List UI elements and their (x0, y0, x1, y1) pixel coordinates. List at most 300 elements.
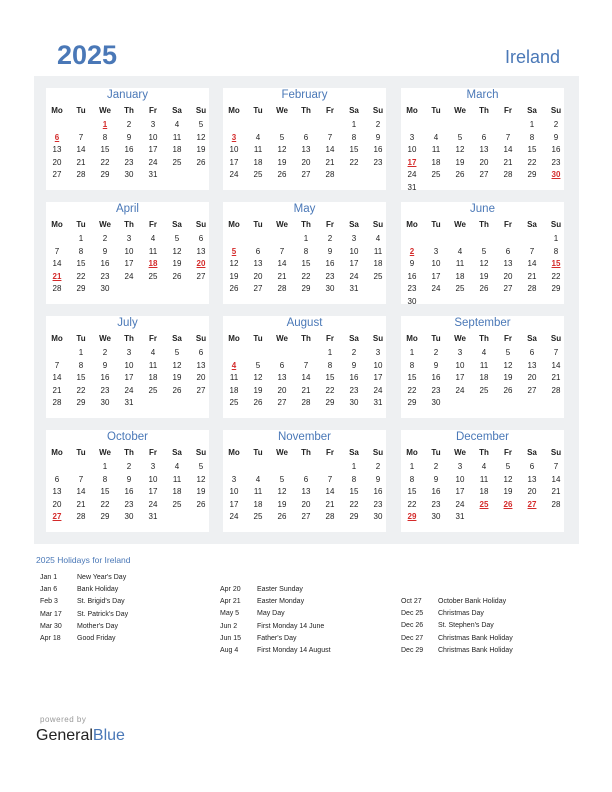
weekday-header: Fr (149, 334, 157, 343)
day: 12 (253, 373, 263, 382)
day: 21 (325, 157, 335, 167)
day: 21 (52, 385, 62, 395)
day: 11 (148, 246, 158, 256)
day: 19 (503, 487, 513, 496)
day: 19 (503, 373, 513, 382)
day: 6 (303, 474, 309, 484)
day: 17 (431, 271, 441, 281)
day: 20 (52, 499, 62, 509)
holiday-date: Dec 25 (401, 610, 424, 618)
day: 6 (54, 474, 60, 484)
day: 19 (196, 145, 206, 154)
day: 9 (375, 474, 381, 484)
day: 11 (229, 373, 239, 382)
day: 29 (100, 170, 110, 179)
day: 17 (124, 373, 134, 382)
month-name: December (455, 431, 510, 443)
day: 20 (301, 499, 311, 509)
weekday-header: Sa (172, 334, 182, 343)
day: 17 (148, 145, 158, 154)
holidays-title: 2025 Holidays for Ireland (36, 555, 131, 565)
day: 19 (455, 157, 465, 167)
day: 10 (373, 360, 383, 370)
day: 20 (527, 373, 537, 382)
holiday-day: 18 (148, 259, 158, 268)
day: 15 (100, 487, 110, 496)
day: 27 (527, 385, 537, 395)
day: 3 (375, 348, 381, 357)
weekday-header: Tu (76, 448, 86, 457)
day: 7 (505, 132, 511, 142)
weekday-header: Fr (504, 220, 512, 229)
day: 18 (479, 487, 489, 496)
holiday-day: 5 (231, 246, 237, 256)
holiday-entry (40, 574, 126, 581)
weekday-header: We (454, 220, 466, 229)
day: 4 (481, 348, 487, 357)
day: 3 (150, 120, 156, 129)
day: 26 (253, 398, 263, 407)
day: 26 (196, 157, 206, 167)
day: 1 (553, 234, 559, 243)
day: 22 (76, 385, 86, 395)
day: 25 (148, 271, 158, 281)
month-name: October (107, 431, 148, 443)
brand-blue: Blue (92, 727, 125, 744)
day: 24 (124, 271, 134, 281)
day: 1 (78, 348, 84, 357)
day: 7 (78, 132, 84, 142)
day: 9 (126, 474, 132, 484)
weekday-header: Th (124, 106, 134, 115)
holiday-day: 26 (503, 499, 513, 509)
day: 1 (351, 462, 357, 471)
holiday-date: Jan 1 (40, 574, 58, 581)
day: 15 (407, 487, 417, 496)
holiday-entry (220, 647, 331, 654)
day: 30 (100, 284, 110, 293)
day: 16 (325, 259, 335, 268)
holiday-name: October Bank Holiday (438, 598, 507, 605)
month-name: February (281, 89, 328, 101)
holiday-name: Mother's Day (77, 622, 119, 630)
holiday-entry (220, 610, 285, 617)
day: 22 (349, 157, 359, 167)
day: 26 (503, 385, 513, 395)
day: 3 (433, 246, 439, 256)
holiday-entry (401, 635, 513, 642)
day: 31 (373, 398, 383, 407)
holiday-entry (220, 586, 303, 593)
day: 7 (303, 360, 309, 370)
month-january (46, 88, 209, 190)
day: 24 (349, 271, 359, 281)
holiday-entry (220, 623, 324, 630)
day: 29 (551, 284, 561, 293)
day: 27 (52, 170, 62, 179)
day: 17 (349, 259, 359, 268)
day: 1 (102, 462, 108, 471)
day: 17 (455, 487, 465, 496)
day: 8 (78, 360, 84, 370)
day: 21 (277, 271, 287, 281)
day: 13 (196, 246, 206, 256)
weekday-header: Th (301, 220, 311, 229)
day: 21 (76, 499, 86, 509)
weekday-header: Tu (76, 106, 86, 115)
weekday-header: We (276, 448, 288, 457)
day: 9 (102, 246, 108, 256)
holiday-date: May 5 (220, 610, 240, 618)
holiday-name: St. Patrick's Day (77, 610, 129, 618)
day: 28 (52, 284, 62, 293)
weekday-header: Tu (76, 334, 86, 343)
day: 12 (172, 360, 182, 370)
day: 4 (174, 462, 180, 471)
day: 29 (325, 398, 335, 407)
weekday-header: Su (550, 220, 562, 229)
day: 9 (102, 360, 108, 370)
day: 10 (431, 259, 441, 268)
holiday-day: 29 (407, 512, 417, 521)
month-name: June (470, 203, 495, 215)
day: 27 (196, 271, 206, 281)
day: 5 (198, 462, 204, 471)
holiday-name: Father's Day (257, 634, 297, 642)
day: 16 (100, 373, 110, 382)
day: 15 (527, 145, 537, 154)
weekday-header: Fr (149, 106, 157, 115)
holiday-name: May Day (257, 610, 285, 618)
holiday-date: Mar 30 (40, 622, 62, 630)
day: 18 (172, 487, 182, 496)
day: 28 (551, 385, 561, 395)
day: 14 (551, 360, 561, 370)
day: 30 (431, 398, 441, 407)
day: 11 (373, 246, 383, 256)
day: 15 (100, 145, 110, 154)
day: 13 (527, 360, 537, 370)
day: 19 (196, 487, 206, 496)
day: 4 (433, 132, 439, 142)
day: 13 (52, 487, 62, 496)
day: 9 (351, 360, 357, 370)
weekday-header: Th (479, 220, 489, 229)
holiday-name: First Monday 14 June (257, 622, 325, 630)
day: 14 (277, 259, 287, 268)
day: 23 (100, 385, 110, 395)
day: 10 (229, 145, 239, 154)
day: 21 (551, 373, 561, 382)
day: 12 (172, 246, 182, 256)
day: 23 (373, 157, 383, 167)
day: 27 (253, 284, 263, 293)
month-february (223, 88, 386, 190)
month-april (46, 202, 209, 304)
day: 5 (481, 246, 487, 256)
day: 8 (351, 132, 357, 142)
holiday-day: 2 (409, 246, 415, 256)
holiday-date: Apr 18 (40, 635, 61, 642)
day: 4 (150, 348, 156, 357)
day: 9 (433, 360, 439, 370)
holiday-name: Good Friday (77, 635, 116, 642)
holiday-entry (40, 611, 128, 618)
day: 3 (457, 348, 463, 357)
day: 22 (325, 385, 335, 395)
weekday-header: Mo (228, 220, 240, 229)
day: 18 (455, 271, 465, 281)
holiday-name: Easter Sunday (257, 586, 303, 593)
weekday-header: We (276, 106, 288, 115)
holiday-day: 21 (52, 271, 62, 281)
day: 13 (301, 487, 311, 496)
day: 22 (349, 499, 359, 509)
day: 25 (373, 271, 383, 281)
day: 6 (198, 348, 204, 357)
day: 18 (431, 157, 441, 167)
month-name: March (466, 89, 499, 101)
day: 24 (148, 499, 158, 509)
day: 6 (481, 132, 487, 142)
day: 9 (327, 246, 333, 256)
day: 20 (527, 487, 537, 496)
day: 24 (407, 170, 417, 179)
day: 15 (325, 373, 335, 382)
day: 31 (148, 512, 158, 521)
weekday-header: Sa (172, 106, 182, 115)
day: 3 (126, 234, 132, 243)
month-name: May (293, 203, 316, 215)
day: 8 (303, 246, 309, 256)
day: 6 (255, 246, 261, 256)
day: 13 (196, 360, 206, 370)
day: 10 (124, 246, 134, 256)
day: 11 (479, 360, 489, 370)
day: 3 (409, 132, 415, 142)
day: 22 (301, 271, 311, 281)
day: 4 (255, 474, 261, 484)
day: 3 (150, 462, 156, 471)
weekday-header: Fr (326, 106, 334, 115)
day: 28 (325, 170, 335, 179)
day: 29 (100, 512, 110, 521)
day: 18 (229, 385, 239, 395)
day: 7 (553, 462, 559, 471)
weekday-header: Fr (504, 448, 512, 457)
day: 30 (431, 512, 441, 521)
weekday-header: Mo (228, 106, 240, 115)
weekday-header: Fr (504, 106, 512, 115)
weekday-header: Mo (51, 334, 63, 343)
day: 22 (407, 499, 417, 509)
day: 28 (551, 499, 561, 509)
weekday-header: Sa (527, 106, 537, 115)
weekday-header: Mo (228, 448, 240, 457)
day: 26 (172, 271, 182, 281)
day: 25 (172, 157, 182, 167)
day: 4 (255, 132, 261, 142)
day: 3 (231, 474, 237, 484)
day: 14 (301, 373, 311, 382)
holiday-date: Jun 15 (220, 634, 242, 642)
day: 6 (505, 246, 511, 256)
day: 27 (301, 512, 311, 521)
weekday-header: We (454, 448, 466, 457)
day: 28 (503, 170, 513, 179)
day: 13 (479, 145, 489, 154)
day: 27 (277, 398, 287, 407)
day: 27 (301, 170, 311, 179)
day: 2 (102, 234, 108, 243)
month-name: April (115, 203, 139, 215)
holiday-day: 15 (551, 259, 561, 268)
day: 6 (529, 348, 535, 357)
day: 30 (349, 398, 359, 407)
day: 25 (253, 512, 263, 521)
weekday-header: We (99, 106, 111, 115)
day: 18 (253, 499, 263, 509)
holiday-date: Dec 26 (401, 622, 424, 630)
day: 14 (325, 145, 335, 154)
month-november (223, 430, 386, 532)
day: 12 (229, 259, 239, 268)
day: 28 (301, 398, 311, 407)
weekday-header: Su (195, 106, 207, 115)
day: 30 (373, 512, 383, 521)
day: 16 (349, 373, 359, 382)
holiday-date: Feb 3 (40, 598, 58, 606)
day: 16 (124, 487, 134, 496)
weekday-header: Su (372, 106, 384, 115)
day: 22 (527, 157, 537, 167)
brand-logo (36, 727, 125, 745)
day: 2 (126, 120, 132, 129)
day: 21 (301, 385, 311, 395)
month-october (46, 430, 209, 532)
month-name: November (277, 431, 332, 443)
day: 19 (172, 373, 182, 382)
day: 8 (102, 474, 108, 484)
day: 13 (527, 474, 537, 484)
holiday-name: Christmas Bank Holiday (438, 646, 513, 654)
month-march (401, 88, 564, 190)
day: 5 (198, 120, 204, 129)
day: 17 (124, 259, 134, 268)
weekday-header: We (99, 448, 111, 457)
day: 2 (327, 234, 333, 243)
day: 2 (553, 120, 559, 129)
day: 25 (431, 170, 441, 179)
weekday-header: Tu (76, 220, 86, 229)
holiday-entry (40, 598, 125, 605)
day: 26 (455, 170, 465, 179)
day: 26 (196, 499, 206, 509)
day: 4 (174, 120, 180, 129)
holiday-entry (401, 598, 506, 605)
day: 9 (126, 132, 132, 142)
weekday-header: We (99, 220, 111, 229)
day: 5 (457, 132, 463, 142)
day: 16 (407, 271, 417, 281)
day: 20 (479, 157, 489, 167)
day: 20 (503, 271, 513, 281)
day: 8 (409, 474, 415, 484)
holiday-day: 30 (551, 170, 561, 179)
day: 2 (126, 462, 132, 471)
day: 13 (52, 145, 62, 154)
holiday-date: Jun 2 (220, 622, 238, 630)
day: 10 (229, 487, 239, 496)
day: 10 (455, 474, 465, 484)
holiday-name: New Year's Day (77, 574, 127, 581)
day: 25 (148, 385, 158, 395)
day: 1 (529, 120, 535, 129)
day: 31 (124, 398, 134, 407)
weekday-header: Mo (228, 334, 240, 343)
day: 16 (431, 373, 441, 382)
day: 31 (349, 284, 359, 293)
weekday-header: We (454, 334, 466, 343)
weekday-header: Th (479, 448, 489, 457)
month-july (46, 316, 209, 418)
weekday-header: Fr (326, 448, 334, 457)
day: 16 (551, 145, 561, 154)
day: 25 (253, 170, 263, 179)
weekday-header: Tu (253, 448, 263, 457)
weekday-header: Th (479, 106, 489, 115)
day: 29 (407, 398, 417, 407)
day: 6 (198, 234, 204, 243)
month-name: August (286, 317, 323, 329)
day: 20 (253, 271, 263, 281)
weekday-header: We (454, 106, 466, 115)
powered-by: powered by (40, 715, 87, 724)
day: 26 (229, 284, 239, 293)
day: 21 (325, 499, 335, 509)
day: 5 (505, 462, 511, 471)
weekday-header: Su (550, 106, 562, 115)
day: 8 (409, 360, 415, 370)
month-september (401, 316, 564, 418)
day: 5 (279, 474, 285, 484)
day: 16 (373, 487, 383, 496)
day: 1 (409, 462, 415, 471)
day: 24 (229, 512, 239, 521)
weekday-header: Th (301, 106, 311, 115)
day: 17 (455, 373, 465, 382)
day: 17 (373, 373, 383, 382)
day: 7 (327, 474, 333, 484)
weekday-header: Sa (349, 448, 359, 457)
day: 23 (431, 385, 441, 395)
day: 19 (172, 259, 182, 268)
day: 30 (124, 170, 134, 179)
day: 20 (277, 385, 287, 395)
day: 22 (551, 271, 561, 281)
day: 11 (172, 474, 182, 484)
weekday-header: Mo (406, 334, 418, 343)
day: 28 (76, 170, 86, 179)
holiday-day: 27 (527, 499, 537, 509)
holiday-entry (40, 635, 116, 642)
day: 23 (551, 157, 561, 167)
day: 7 (279, 246, 285, 256)
weekday-header: Sa (172, 448, 182, 457)
holiday-day: 6 (54, 132, 60, 142)
day: 23 (407, 284, 417, 293)
day: 1 (303, 234, 309, 243)
